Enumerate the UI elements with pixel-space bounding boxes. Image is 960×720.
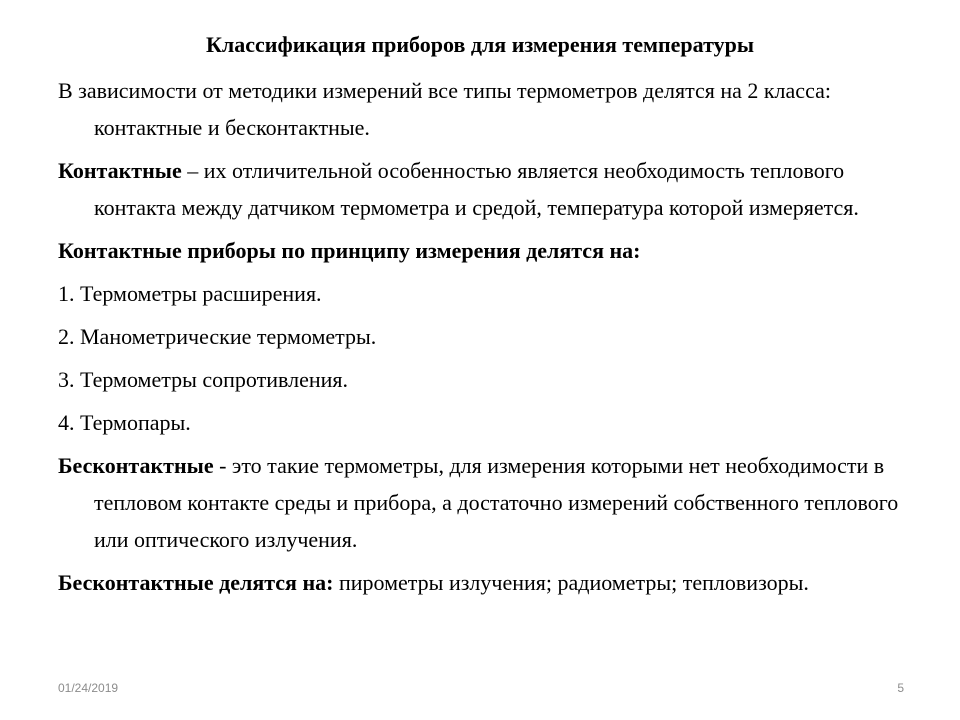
paragraph-bold: Бесконтактные делятся на:	[58, 570, 334, 595]
paragraph-bold: Контактные приборы по принципу измерения делятся на:	[58, 238, 641, 263]
list-item-4	[58, 404, 918, 441]
paragraph-text: В зависимости от методики измерений все типы термометров делятся на 2 класса: контактные и бесконтактные.	[58, 78, 831, 140]
paragraph-bold: Контактные	[58, 158, 182, 183]
slide-title: Классификация приборов для измерения температуры	[205, 32, 755, 57]
page-number: 5	[897, 681, 904, 695]
paragraph-text: - это такие термометры, для измерения которыми нет необходимости в тепловом контакте среды и прибора, а достаточно измерений собственного теплового или оптического излучения.	[94, 453, 899, 552]
paragraph-contact-types-heading	[58, 232, 918, 269]
list-item-3	[58, 361, 918, 398]
paragraph-contact	[58, 152, 918, 226]
paragraph-text: – их отличительной особенностью является необходимость теплового контакта между датчиком термометра и средой, температура которой измеряется.	[94, 158, 859, 220]
slide-body	[58, 72, 918, 607]
paragraph-text: 4. Термопары.	[58, 410, 191, 435]
paragraph-text: пирометры излучения; радиометры; тепловизоры.	[333, 570, 809, 595]
paragraph-text: 3. Термометры сопротивления.	[58, 367, 349, 392]
list-item-1	[58, 275, 918, 312]
footer-date: 01/24/2019	[58, 681, 119, 695]
paragraph-bold: Бесконтактные	[58, 453, 214, 478]
paragraph-text: 2. Манометрические термометры.	[58, 324, 377, 349]
list-item-2	[58, 318, 918, 355]
paragraph-intro	[58, 72, 918, 146]
paragraph-noncontact	[58, 447, 918, 558]
paragraph-noncontact-types	[58, 564, 918, 601]
paragraph-text: 1. Термометры расширения.	[58, 281, 322, 306]
